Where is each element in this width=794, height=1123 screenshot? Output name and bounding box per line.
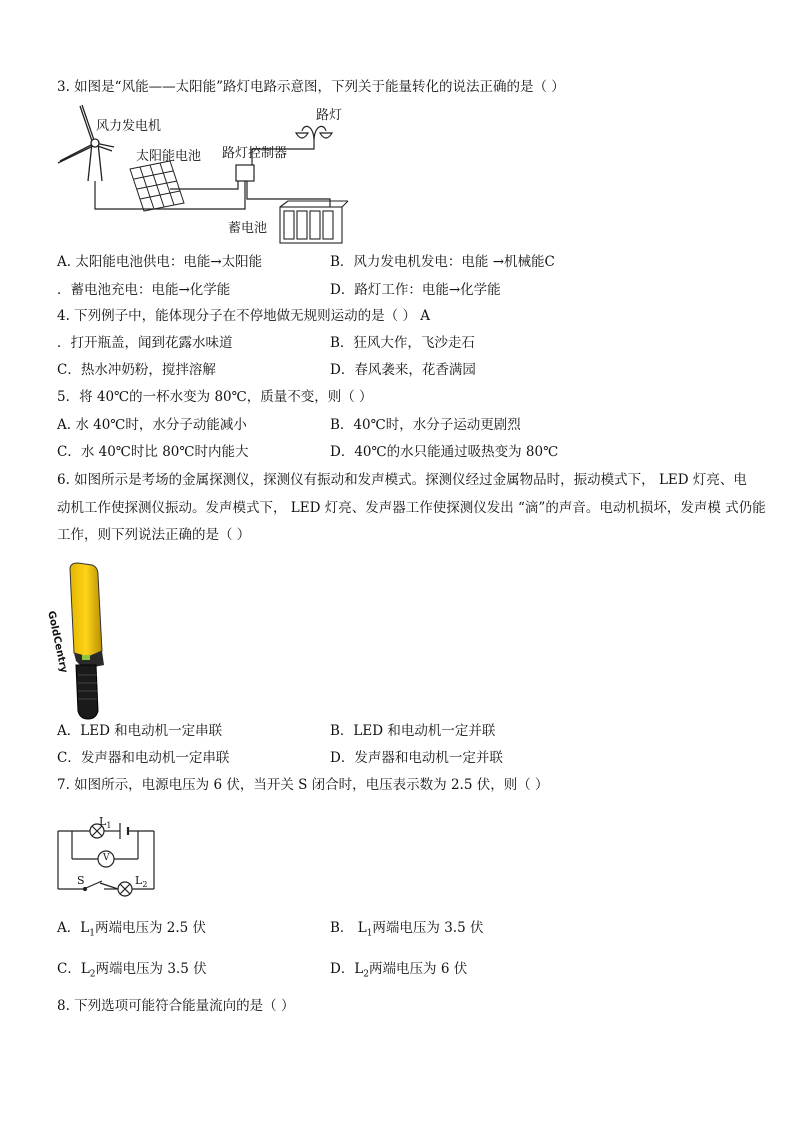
circuit-label-l2-sub: 2: [142, 880, 148, 890]
circuit-label-l2-letter: L: [135, 874, 143, 887]
circuit-label-v: V: [103, 853, 110, 863]
label-street-lamp: 路灯: [316, 108, 343, 123]
metal-detector-image: [64, 561, 134, 721]
q4-stem: 4. 下列例子中，能体现分子在不停地做无规则运动的是（ ） A: [57, 308, 431, 324]
circuit-label-l2: [135, 874, 147, 890]
circuit-label-s: S: [77, 874, 85, 887]
q7-option-b-pre: B． L: [330, 920, 367, 936]
q7-option-b-post: 两端电压为 3.5 伏: [372, 920, 484, 936]
q5-option-b: B．40℃时，水分子运动更剧烈: [330, 417, 521, 433]
circuit-label-l1: [99, 815, 111, 831]
solar-panel-icon: [130, 161, 184, 211]
circuit-label-l1-sub: 1: [106, 821, 112, 831]
q6-stem-line2: 动机工作使探测仪振动。发声模式下， LED 灯亮、发声器工作使探测仪发出 “滴”的声音。电动机损坏，发声模 式仍能: [57, 500, 766, 516]
battery-symbol-icon: [120, 823, 128, 839]
label-controller: 路灯控制器: [222, 146, 288, 161]
q3-option-b: B．风力发电机发电：电能 →机械能C: [330, 254, 555, 270]
q7-option-a-pre: A．L: [57, 920, 90, 936]
q3-option-d: D．路灯工作：电能→化学能: [330, 282, 501, 298]
battery-icon: [280, 201, 348, 243]
q4-option-a: ．打开瓶盖，闻到花露水味道: [57, 335, 233, 351]
q7-stem: 7. 如图所示，电源电压为 6 伏，当开关 S 闭合时，电压表示数为 2.5 伏，则（ ）: [57, 777, 549, 793]
device-brand-label: GoldCentry: [45, 610, 70, 675]
q6-stem-line1: 6. 如图所示是考场的金属探测仪，探测仪有振动和发声模式。探测仪经过金属物品时，振动模式下， LED 灯亮、电: [57, 472, 747, 488]
label-wind-generator: 风力发电机: [96, 119, 162, 134]
q8-stem: 8. 下列选项可能符合能量流向的是（ ）: [57, 998, 295, 1014]
q3-option-c: ．蓄电池充电：电能→化学能: [57, 282, 231, 298]
q7-option-d-post: 两端电压为 6 伏: [369, 961, 468, 977]
q5-option-c: C．水 40℃时比 80℃时内能大: [57, 444, 249, 460]
wind-turbine-icon: [58, 105, 114, 181]
circuit-label-l1-letter: L: [99, 815, 107, 828]
q7-option-b: [330, 920, 483, 939]
switch-icon: [84, 881, 118, 891]
q7-option-d-pre: D．L: [330, 961, 364, 977]
q7-option-b-sub: 1: [366, 928, 373, 939]
controller-icon: [236, 165, 254, 181]
q6-stem-line3: 工作，则下列说法正确的是（ ）: [57, 527, 251, 543]
q3-stem: 3. 如图是“风能——太阳能”路灯电路示意图，下列关于能量转化的说法正确的是（ ）: [57, 79, 565, 95]
q7-option-a-post: 两端电压为 2.5 伏: [94, 920, 207, 936]
q5-stem: 5．将 40℃的一杯水变为 80℃，质量不变，则（ ）: [57, 389, 373, 405]
q4-option-d: D．春风袭来，花香满园: [330, 362, 476, 378]
q6-option-b: B．LED 和电动机一定并联: [330, 723, 496, 739]
q6-option-d: D．发声器和电动机一定并联: [330, 750, 503, 766]
q7-option-d-sub: 2: [363, 969, 370, 980]
q7-option-c: [57, 961, 207, 980]
q7-option-c-sub: 2: [89, 969, 96, 980]
q7-option-d: [330, 961, 467, 980]
q4-option-b: B．狂风大作，飞沙走石: [330, 335, 475, 351]
q7-option-c-post: 两端电压为 3.5 伏: [95, 961, 207, 977]
q5-option-d: D．40℃的水只能通过吸热变为 80℃: [330, 444, 559, 460]
q6-option-c: C．发声器和电动机一定串联: [57, 750, 230, 766]
q4-option-c: C．热水冲奶粉，搅拌溶解: [57, 362, 216, 378]
q3-option-a: A. 太阳能电池供电：电能→太阳能: [57, 254, 263, 270]
q7-option-a-sub: 1: [89, 928, 95, 939]
label-solar-cell: 太阳能电池: [136, 149, 202, 164]
q5-option-a: A. 水 40℃时，水分子动能减小: [57, 417, 247, 433]
q6-option-a: A．LED 和电动机一定串联: [57, 723, 223, 739]
q7-option-a: [57, 920, 206, 939]
label-battery: 蓄电池: [228, 221, 268, 236]
street-lamp-icon: [296, 126, 332, 141]
lamp-l2-icon: [118, 882, 132, 896]
q7-option-c-pre: C．L: [57, 961, 90, 977]
